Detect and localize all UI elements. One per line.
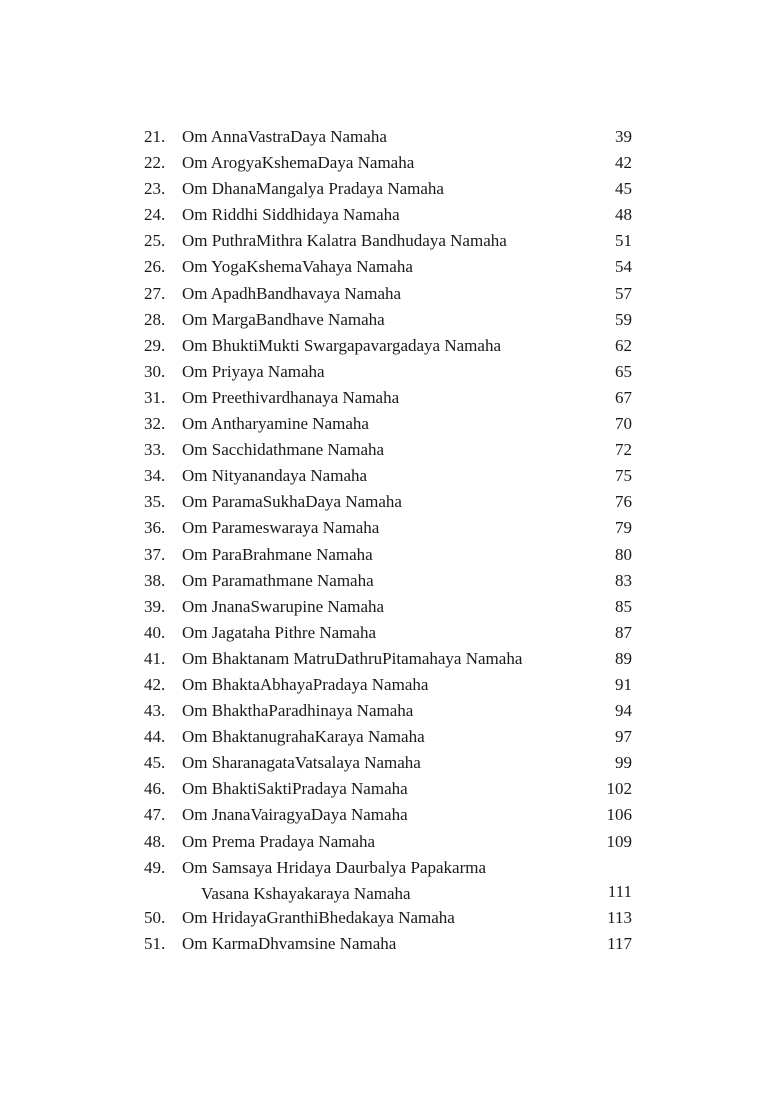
toc-entry xyxy=(0,281,780,307)
entry-page-number: 75 xyxy=(615,466,632,486)
entry-number: 38. xyxy=(144,570,166,590)
entry-page-number: 72 xyxy=(615,440,632,460)
entry-number: 49. xyxy=(144,857,166,877)
entry-number: 37. xyxy=(144,544,166,564)
entry-number: 40. xyxy=(144,622,166,642)
toc-entry xyxy=(0,307,780,333)
entry-title: Om SharanagataVatsalaya Namaha xyxy=(182,753,421,773)
entry-number: 45. xyxy=(144,753,166,773)
toc-entry xyxy=(0,411,780,437)
entry-page-number: 80 xyxy=(615,544,632,564)
toc-entry xyxy=(0,489,780,515)
entry-number: 42. xyxy=(144,674,166,694)
entry-title: Om KarmaDhvamsine Namaha xyxy=(182,933,397,953)
entry-number: 41. xyxy=(144,648,166,668)
entry-page-number: 59 xyxy=(615,309,632,329)
toc-entry xyxy=(0,698,780,724)
entry-number: 32. xyxy=(144,414,166,434)
entry-page-number: 89 xyxy=(615,648,632,668)
entry-page-number: 51 xyxy=(615,231,632,251)
toc-entry xyxy=(0,254,780,280)
entry-title: Om BhakthaParadhinaya Namaha xyxy=(182,701,414,721)
entry-title: Om Prema Pradaya Namaha xyxy=(182,831,376,851)
entry-number: 50. xyxy=(144,907,166,927)
toc-entry xyxy=(0,672,780,698)
entry-page-number: 106 xyxy=(606,805,632,825)
entry-number: 34. xyxy=(144,466,166,486)
entry-title: Om JnanaSwarupine Namaha xyxy=(182,596,385,616)
entry-title: Om Nityanandaya Namaha xyxy=(182,466,368,486)
entry-page-number: 102 xyxy=(606,779,632,799)
entry-page-number: 83 xyxy=(615,570,632,590)
entry-page-number: 67 xyxy=(615,387,632,407)
entry-title: Om BhaktaAbhayaPradaya Namaha xyxy=(182,674,429,694)
entry-title: Om HridayaGranthiBhedakaya Namaha xyxy=(182,907,455,927)
entry-page-number: 94 xyxy=(615,701,632,721)
toc-entry xyxy=(0,802,780,828)
entry-number: 23. xyxy=(144,179,166,199)
entry-page-number: 111 xyxy=(607,881,632,901)
toc-entry xyxy=(0,750,780,776)
entry-title: Om BhaktanugrahaKaraya Namaha xyxy=(182,727,425,747)
entry-title: Om ApadhBandhavaya Namaha xyxy=(182,283,402,303)
toc-entry xyxy=(0,515,780,541)
entry-title: Om BhuktiMukti Swargapavargadaya Namaha xyxy=(182,335,501,355)
toc-entry xyxy=(0,855,780,905)
entry-title: Om AnnaVastraDaya Namaha xyxy=(182,127,387,146)
toc-entry xyxy=(0,931,780,957)
entry-page-number: 117 xyxy=(607,933,632,953)
toc-entry xyxy=(0,124,780,150)
entry-page-number: 48 xyxy=(615,205,632,225)
entry-number: 28. xyxy=(144,309,166,329)
entry-page-number: 39 xyxy=(615,127,632,146)
entry-page-number: 57 xyxy=(615,283,632,303)
entry-number: 43. xyxy=(144,701,166,721)
entry-page-number: 45 xyxy=(615,179,632,199)
entry-title: Om MargaBandhave Namaha xyxy=(182,309,385,329)
entry-number: 35. xyxy=(144,492,166,512)
entry-number: 22. xyxy=(144,153,166,173)
entry-number: 25. xyxy=(144,231,166,251)
toc-entry xyxy=(0,776,780,802)
toc-entry xyxy=(0,905,780,931)
toc-entry xyxy=(0,176,780,202)
entry-title: Om Paramathmane Namaha xyxy=(182,570,374,590)
entry-title: Om Bhaktanam MatruDathruPitamahaya Namaha xyxy=(182,648,523,668)
entry-title: Om JnanaVairagyaDaya Namaha xyxy=(182,805,408,825)
toc-entry xyxy=(0,333,780,359)
toc-entry xyxy=(0,829,780,855)
entry-title: Om Priyaya Namaha xyxy=(182,361,325,381)
toc-entry xyxy=(0,646,780,672)
entry-title: Om PuthraMithra Kalatra Bandhudaya Namaha xyxy=(182,231,507,251)
entry-title: Om Jagataha Pithre Namaha xyxy=(182,622,377,642)
entry-title: Om ParaBrahmane Namaha xyxy=(182,544,373,564)
entry-number: 39. xyxy=(144,596,166,616)
entry-title: Om YogaKshemaVahaya Namaha xyxy=(182,257,413,277)
toc-entry xyxy=(0,437,780,463)
entry-title: Om Sacchidathmane Namaha xyxy=(182,440,385,460)
table-of-contents xyxy=(0,124,780,957)
toc-entry xyxy=(0,620,780,646)
toc-entry xyxy=(0,385,780,411)
entry-number: 29. xyxy=(144,335,166,355)
entry-title-line-2: Vasana Kshayakaraya Namaha xyxy=(201,883,411,903)
entry-title: Om Parameswaraya Namaha xyxy=(182,518,380,538)
entry-number: 46. xyxy=(144,779,166,799)
entry-number: 44. xyxy=(144,727,166,747)
toc-entry xyxy=(0,724,780,750)
entry-number: 27. xyxy=(144,283,166,303)
toc-entry xyxy=(0,202,780,228)
toc-entry xyxy=(0,542,780,568)
entry-number: 26. xyxy=(144,257,166,277)
entry-number: 21. xyxy=(144,127,166,146)
entry-title: Om DhanaMangalya Pradaya Namaha xyxy=(182,179,444,199)
entry-number: 24. xyxy=(144,205,166,225)
entry-title: Om BhaktiSaktiPradaya Namaha xyxy=(182,779,408,799)
entry-page-number: 62 xyxy=(615,335,632,355)
entry-page-number: 54 xyxy=(615,257,632,277)
entry-title: Om ParamaSukhaDaya Namaha xyxy=(182,492,402,512)
toc-entry xyxy=(0,228,780,254)
entry-page-number: 79 xyxy=(615,518,632,538)
toc-entry xyxy=(0,150,780,176)
entry-title-line-1: Om Samsaya Hridaya Daurbalya Papakarma xyxy=(182,857,486,877)
toc-entry xyxy=(0,359,780,385)
toc-entry xyxy=(0,568,780,594)
entry-number: 36. xyxy=(144,518,166,538)
entry-page-number: 87 xyxy=(615,622,632,642)
entry-page-number: 85 xyxy=(615,596,632,616)
toc-entry xyxy=(0,594,780,620)
entry-title: Om Preethivardhanaya Namaha xyxy=(182,387,400,407)
entry-title xyxy=(182,855,486,907)
entry-page-number: 109 xyxy=(606,831,632,851)
entry-number: 47. xyxy=(144,805,166,825)
entry-number: 30. xyxy=(144,361,166,381)
entry-title: Om Antharyamine Namaha xyxy=(182,414,369,434)
entry-number: 31. xyxy=(144,387,166,407)
entry-page-number: 91 xyxy=(615,674,632,694)
entry-page-number: 113 xyxy=(607,907,632,927)
entry-number: 51. xyxy=(144,933,166,953)
entry-page-number: 70 xyxy=(615,414,632,434)
toc-entry xyxy=(0,463,780,489)
entry-page-number: 65 xyxy=(615,361,632,381)
entry-page-number: 97 xyxy=(615,727,632,747)
entry-title: Om Riddhi Siddhidaya Namaha xyxy=(182,205,400,225)
entry-number: 48. xyxy=(144,831,166,851)
entry-title: Om ArogyaKshemaDaya Namaha xyxy=(182,153,415,173)
entry-page-number: 99 xyxy=(615,753,632,773)
entry-page-number: 42 xyxy=(615,153,632,173)
entry-number: 33. xyxy=(144,440,166,460)
entry-page-number: 76 xyxy=(615,492,632,512)
